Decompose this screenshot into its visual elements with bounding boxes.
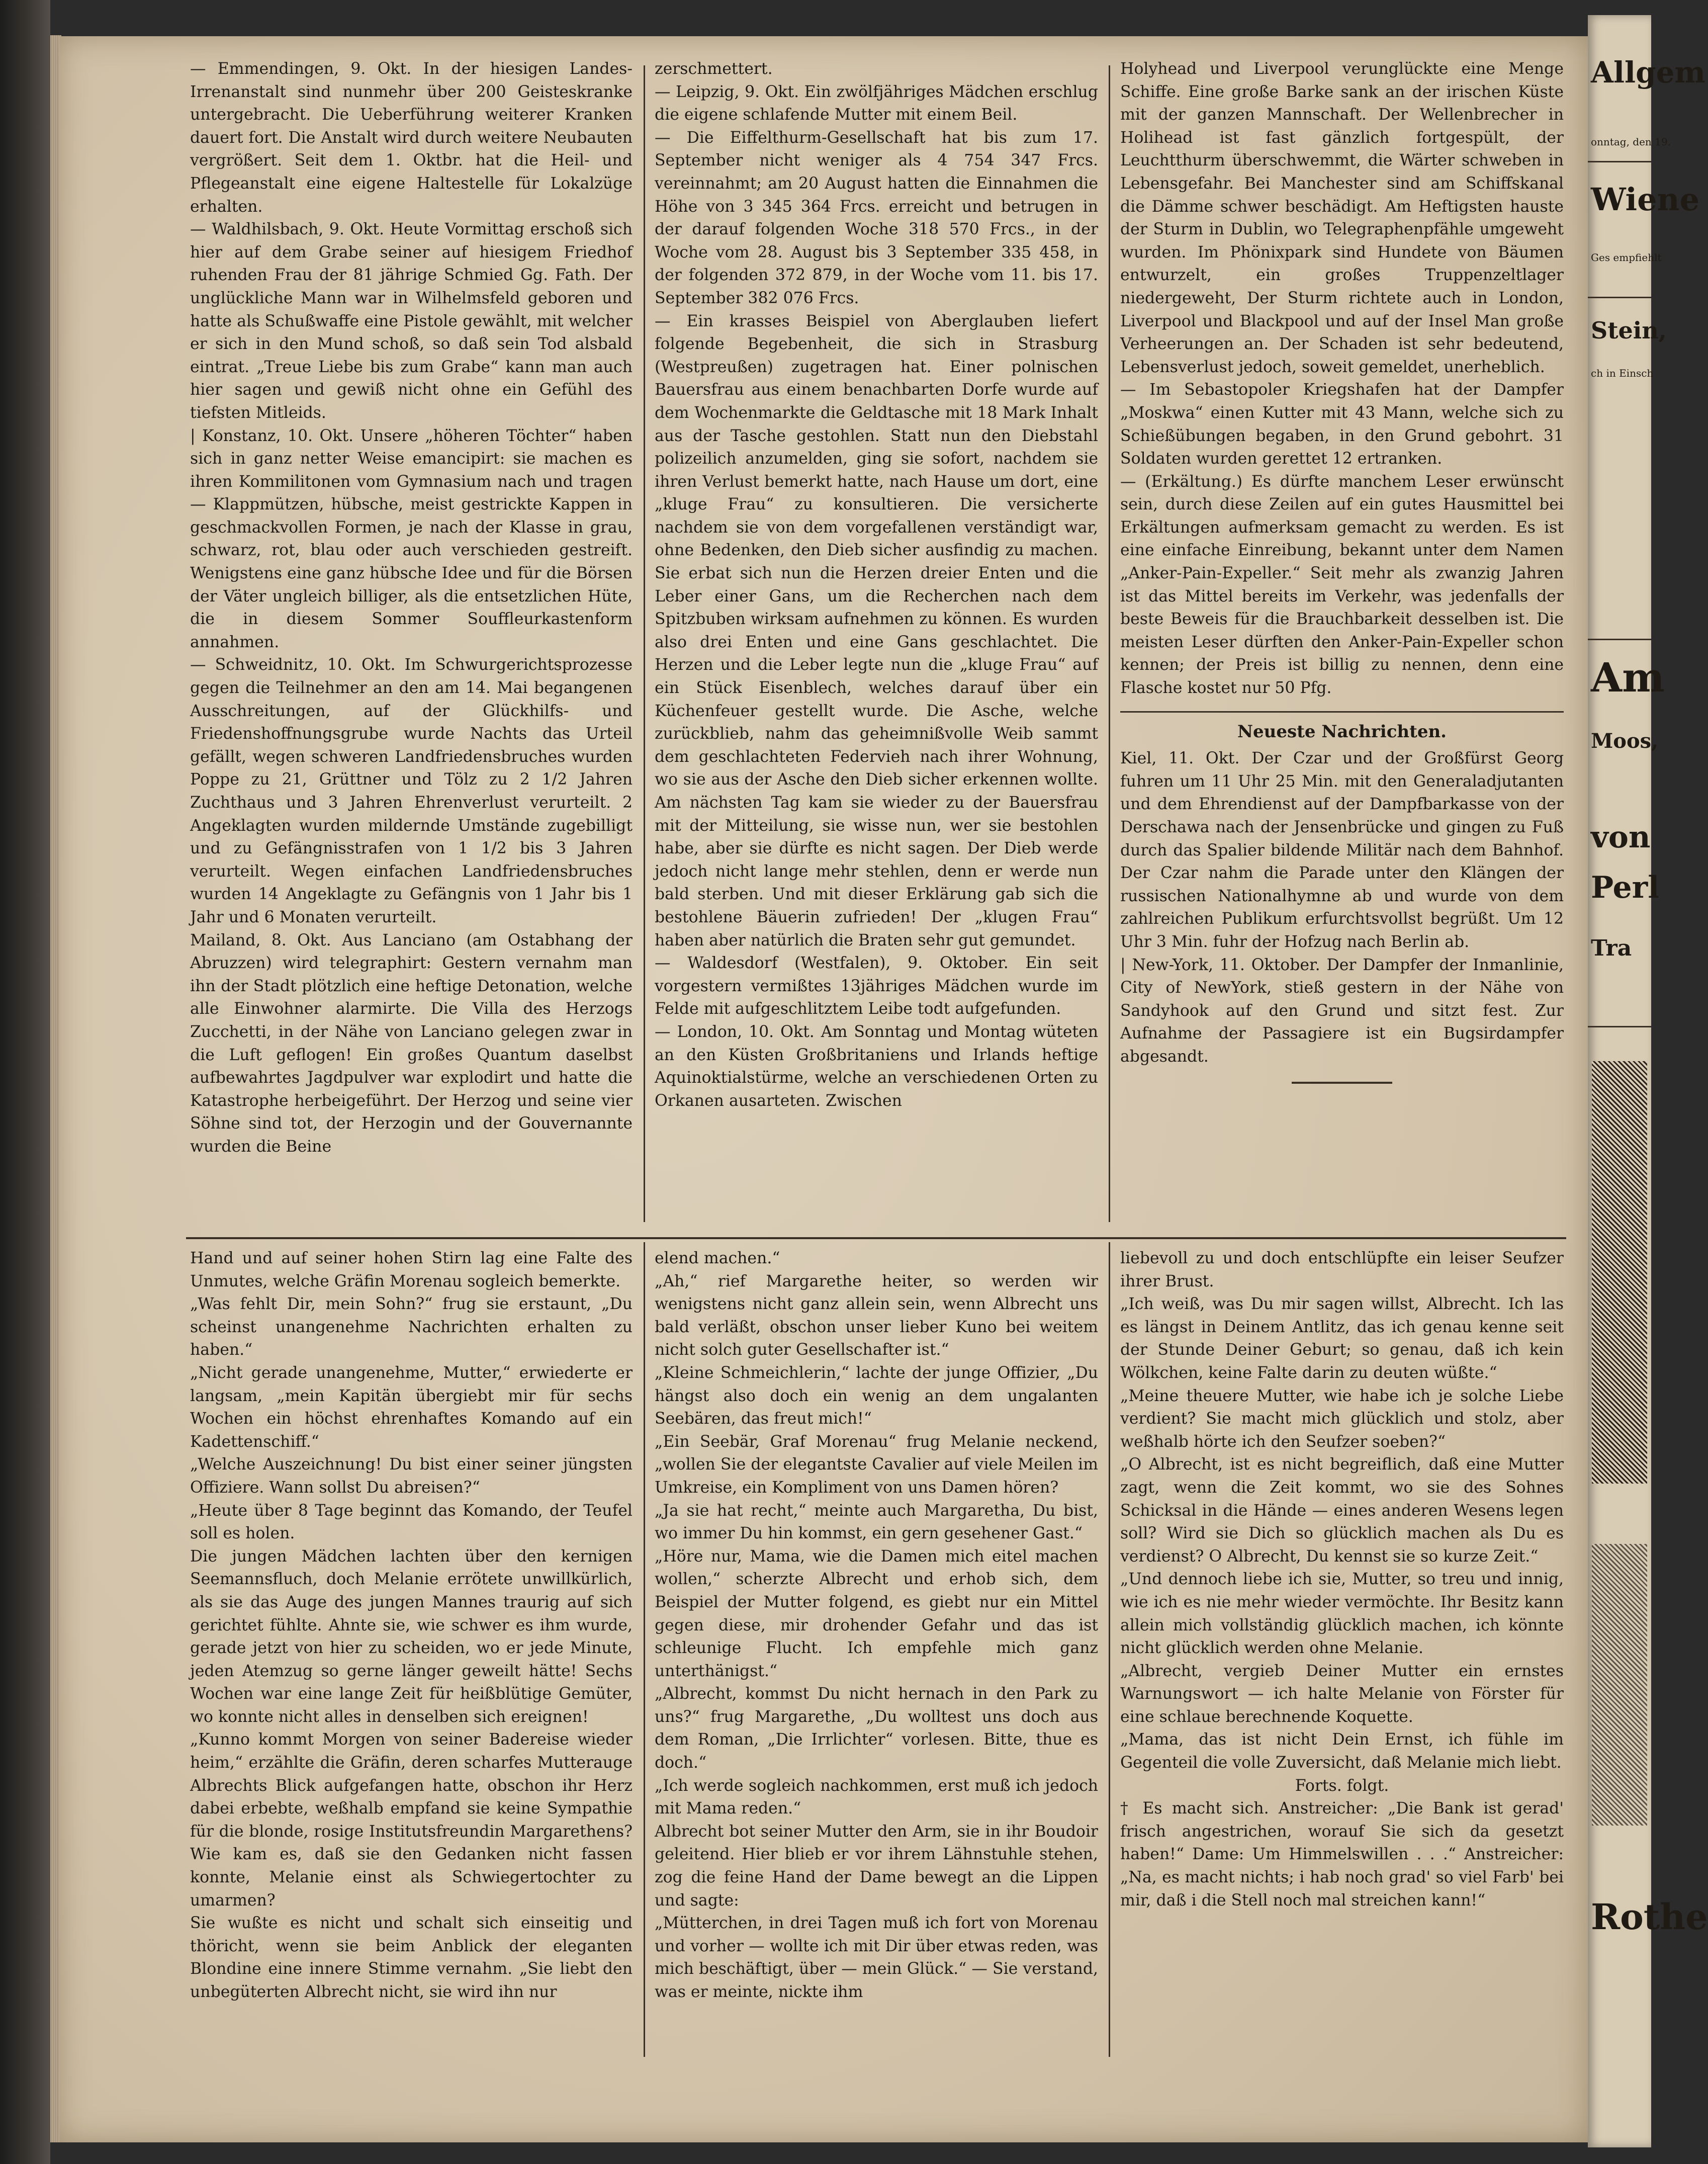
adjacent-dateline: onntag, den 19. — [1591, 136, 1671, 148]
adjacent-ad-heading: Stein, — [1591, 317, 1667, 344]
feuilleton-separator — [186, 1237, 1566, 1239]
article-continuation: zerschmettert. — [655, 60, 773, 78]
adjacent-ad-heading: Rothe — [1591, 1896, 1708, 1938]
adjacent-engraving — [1592, 1061, 1647, 1484]
paragraph: „Meine theuere Mutter, wie habe ich je solche Liebe verdient? Sie macht mich glücklich und stolz, aber weßhalb hörte ich den Seufzer soeben?“ — [1120, 1387, 1564, 1451]
adjacent-ad-text: Moos, — [1591, 729, 1659, 753]
column-divider — [1109, 1242, 1110, 2057]
paragraph: „Ah,“ rief Margarethe heiter, so werden wir wenigstens nicht ganz allein sein, wenn Albrecht uns bald verläßt, obschon unser lieber Kuno bei weitem nicht solch guter Gesellschafter ist.“ — [655, 1272, 1098, 1359]
adjacent-rule — [1588, 161, 1651, 162]
adjacent-ad-text: Tra — [1591, 935, 1632, 961]
adjacent-page — [1588, 15, 1708, 2147]
top-middle-column — [655, 58, 1098, 1112]
anecdote: † Es macht sich. Anstreicher: „Die Bank ist gerad' frisch angestrichen, worauf Sie sich da gesetzt haben!“ Dame: Um Himmelswillen . . .“ Anstreicher: „Na, es macht nichts; i hab noch grad' so viel Farb' bei mir, daß i die Stell noch mal streichen kann!“ — [1120, 1799, 1564, 1910]
article-eiffelturm: — Die Eiffelthurm-Gesellschaft hat bis zum 17. September nicht weniger als 4 754 347 Frcs. vereinnahmt; am 20 August hatten die Einnahmen die Höhe von 3 345 364 Frcs. erreicht und betrugen in der darauf folgenden Woche 318 570 Frcs., in der Woche vom 28. August bis 3 September 335 458, in der folgenden 372 879, in der Woche vom 11. bis 17. September 382 076 Frcs. — [655, 128, 1098, 307]
adjacent-ad-heading: Perl — [1591, 870, 1660, 905]
paragraph: elend machen.“ — [655, 1249, 780, 1267]
article-london: — London, 10. Okt. Am Sonntag und Montag wüteten an den Küsten Großbritaniens und Irlands heftige Aquinoktialstürme, welche an verschiedenen Orten zu Orkanen ausarteten. Zwischen — [655, 1022, 1098, 1110]
top-left-column — [190, 58, 633, 1159]
continued-note: Forts. folgt. — [1295, 1776, 1389, 1795]
feuilleton-right-column — [1120, 1247, 1564, 1912]
top-right-column — [1120, 58, 1564, 1084]
adjacent-ad-heading: Am — [1591, 654, 1665, 701]
adjacent-ad-heading: Wiene — [1591, 181, 1700, 218]
adjacent-ad-heading: von — [1591, 820, 1651, 855]
feuilleton-middle-column — [655, 1247, 1098, 2004]
paragraph: Sie wußte es nicht und schalt sich einseitig und thöricht, wenn sie beim Anblick der eleganten Blondine eine innere Stimme vernahm. „Sie liebt den unbegüterten Albrecht nicht, sie wird ihn nur — [190, 1914, 633, 2001]
feuilleton-left-column — [190, 1247, 633, 2004]
paragraph: Albrecht bot seiner Mutter den Arm, sie in ihr Boudoir geleitend. Hier blieb er vor ihrem Lähnstuhle stehen, zog die feine Hand der Dame bewegt an die Lippen und sagte: — [655, 1822, 1098, 1910]
paragraph: Die jungen Mädchen lachten über den kernigen Seemannsfluch, doch Melanie errötete unwillkürlich, als sie das Auge des jungen Mannes traurig auf sich gerichtet fühlte. Ahnte sie, wie schwer es ihm wurde, gerade jetzt von hier zu scheiden, wo er jede Minute, jeden Atemzug so gerne länger geweilt hätte! Sechs Wochen war eine lange Zeit für heißblütige Gemüter, wo konnte nicht alles in denselben sich ereignen! — [190, 1547, 633, 1726]
book-binding — [0, 0, 50, 2164]
article-waldesdorf: — Waldesdorf (Westfalen), 9. Oktober. Ein seit vorgestern vermißtes 13jähriges Mädchen wurde im Felde mit aufgeschlitztem Leibe todt aufgefunden. — [655, 954, 1098, 1018]
paragraph: „Höre nur, Mama, wie die Damen mich eitel machen wollen,“ scherzte Albrecht und erhob sich, dem Beispiel der Mutter folgend, es giebt nur ein Mittel gegen diese, mir drohender Gefahr und das ist schleunige Flucht. Ich empfehle mich ganz unterthänigst.“ — [655, 1547, 1098, 1680]
adjacent-ad-text: ch in Einsch — [1591, 367, 1654, 379]
paragraph: liebevoll zu und doch entschlüpfte ein leiser Seufzer ihrer Brust. — [1120, 1249, 1564, 1290]
paragraph: „Ein Seebär, Graf Morenau“ frug Melanie neckend, „wollen Sie der elegantste Cavalier auf viele Meilen im Umkreise, ein Kompliment von uns Damen hören? — [655, 1432, 1098, 1497]
paragraph: „Mütterchen, in drei Tagen muß ich fort von Morenau und vorher — wollte ich mit Dir über etwas reden, was mich beschäftigt, über — mein Glück.“ — Sie verstand, was er meinte, nickte ihm — [655, 1914, 1098, 2001]
article-aberglauben: — Ein krasses Beispiel von Aberglauben liefert folgende Begebenheit, die sich in Strasburg (Westpreußen) zugetragen hat. Einer polnischen Bauersfrau aus einem benachbarten Dorfe wurde auf dem Wochenmarkte die Geldtasche mit 18 Mark Inhalt aus der Tasche gestohlen. Statt nun den Diebstahl polizeilich anzumelden, ging sie sofort, nachdem sie ihren Verlust bemerkt hatte, nach Hause um dort, eine „kluge Frau“ zu konsultieren. Die versicherte nachdem sie von dem vorgefallenen verständigt war, ohne Bedenken, den Dieb sicher ausfindig zu machen. Sie erbat sich nun die Herzen dreier Enten und die Leber einer Gans, um die Recherchen nach dem Spitzbuben wirksam aufnehmen zu können. Es wurden also drei Enten und eine Gans geschlachtet. Die Herzen und die Leber legte nun die „kluge Frau“ auf ein Stück Eisenblech, welches darauf über ein Küchenfeuer gestellt wurde. Die Asche, welche zurückblieb, nahm das geheimnißvolle Weib sammt dem geschlachteten Federvieh nach ihrer Wohnung, wo sie aus der Asche den Dieb sicher erkennen wollte. Am nächsten Tag kam sie wieder zu der Bauersfrau mit der Mitteilung, sie wisse nun, wer sie bestohlen habe, aber sie dürfte es nicht sagen. Der Dieb werde jedoch nicht lange mehr stehlen, denn er werde nun bald sterben. Und mit dieser Erklärung gab sich die bestohlene Bäuerin zufrieden! Der „klugen Frau“ haben aber natürlich die Braten sehr gut gemundet. — [655, 312, 1098, 949]
column-divider — [1109, 65, 1110, 1222]
adjacent-rule — [1588, 1026, 1651, 1027]
paragraph: „Kleine Schmeichlerin,“ lachte der junge Offizier, „Du hängst also doch ein wenig an dem ungalanten Seebären, das freut mich!“ — [655, 1363, 1098, 1428]
paragraph: „Und dennoch liebe ich sie, Mutter, so treu und innig, wie ich es nie mehr wieder vermöchte. Ihr Besitz kann allein mich vollständig glücklich machen, ich könnte nicht glücklich werden ohne Melanie. — [1120, 1570, 1564, 1658]
paragraph: „Heute über 8 Tage beginnt das Komando, der Teufel soll es holen. — [190, 1501, 633, 1543]
paragraph: „Nicht gerade unangenehme, Mutter,“ erwiederte er langsam, „mein Kapitän übergiebt mir für sechs Wochen ein höchst ehrenhaftes Komando auf ein Kadettenschiff.“ — [190, 1363, 633, 1451]
article-emmendingen: — Emmendingen, 9. Okt. In der hiesigen Landes-Irrenanstalt sind nunmehr über 200 Geisteskranke untergebracht. Die Ueberführung weiterer Kranken dauert fort. Die Anstalt wird durch weitere Neubauten vergrößert. Seit dem 1. Oktbr. hat die Heil- und Pflegeanstalt eine eigene Haltestelle für Lokalzüge erhalten. — [190, 60, 633, 216]
end-rule — [1292, 1082, 1392, 1084]
adjacent-rule — [1588, 639, 1651, 640]
paragraph: „Welche Auszeichnung! Du bist einer seiner jüngsten Offiziere. Wann sollst Du abreisen?“ — [190, 1455, 633, 1497]
adjacent-ad-text: Ges empfiehlt — [1591, 251, 1662, 264]
article-konstanz: | Konstanz, 10. Okt. Unsere „höheren Töchter“ haben sich in ganz netter Weise emancipirt: sie machen es ihren Kommilitonen vom Gymnasium nach und tragen — Klappmützen, hübsche, meist gestrickte Kappen in geschmackvollen Formen, je nach der Klasse in grau, schwarz, rot, blau oder auch verschieden gestreift. Wenigstens eine ganz hübsche Idee und für die Börsen der Väter ungleich billiger, als die entsetzlichen Hüte, die in diesem Sommer Souffleurkastenform annahmen. — [190, 426, 633, 651]
article-mailand: Mailand, 8. Okt. Aus Lanciano (am Ostabhang der Abruzzen) wird telegraphirt: Gestern vernahm man ihn der Stadt plötzlich eine heftige Detonation, welche alle Einwohner alarmirte. Die Villa des Herzogs Zucchetti, in der Nähe von Lanciano gelegen zwar in die Luft geflogen! Ein großes Quantum daselbst aufbewahrtes Jagdpulver war explodirt und hatte die Katastrophe herbeigeführt. Der Herzog und seine vier Söhne sind tot, der Herzogin und der Gouvernannte wurden die Beine — [190, 931, 633, 1156]
article-kiel: Kiel, 11. Okt. Der Czar und der Großfürst Georg fuhren um 11 Uhr 25 Min. mit den Generaladjutanten und dem Ehrendienst auf der Dampfbarkasse von der Derschawa nach der Jensenbrücke und gingen zu Fuß durch das Spalier bildende Militär nach dem Bahnhof. Der Czar nahm die Parade unter den Klängen der russischen Nationalhymne ab und wurde von dem zahlreichen Publikum erfurchtsvollst begrüßt. Um 12 Uhr 3 Min. fuhr der Hofzug nach Berlin ab. — [1120, 749, 1564, 951]
paragraph: „Ja sie hat recht,“ meinte auch Margaretha, Du bist, wo immer Du hin kommst, ein gern gesehener Gast.“ — [655, 1501, 1098, 1543]
paragraph: „Albrecht, vergieb Deiner Mutter ein ernstes Warnungswort — ich halte Melanie von Förster für eine schlaue berechnende Koquette. — [1120, 1662, 1564, 1726]
article-waldhilsbach: — Waldhilsbach, 9. Okt. Heute Vormittag erschoß sich hier auf dem Grabe seiner auf hiesigem Friedhof ruhenden Frau der 81 jährige Schmied Gg. Fath. Der unglückliche Mann war in Wilhelmsfeld geboren und hatte als Schußwaffe eine Pistole gewählt, mit welcher er sich in den Mund schoß, so daß sein Tod alsbald eintrat. „Treue Liebe bis zum Grabe“ kann man auch hier sagen und gewiß nicht ohne ein Gefühl des tiefsten Mitleids. — [190, 220, 633, 422]
article-leipzig: — Leipzig, 9. Okt. Ein zwölfjähriges Mädchen erschlug die eigene schlafende Mutter mit einem Beil. — [655, 82, 1098, 124]
paragraph: „Kunno kommt Morgen von seiner Badereise wieder heim,“ erzählte die Gräfin, deren scharfes Mutterauge Albrechts Blick aufgefangen hatte, obschon ihr Herz dabei erbebte, weßhalb empfand sie keine Sympathie für die blonde, rosige Institutsfreundin Margarethens? Wie kam es, daß sie den Gedanken nicht fassen konnte, Melanie einst als Schwiegertochter zu umarmen? — [190, 1730, 633, 1910]
paragraph: Hand und auf seiner hohen Stirn lag eine Falte des Unmutes, welche Gräfin Morenau sogleich bemerkte. — [190, 1249, 633, 1290]
paragraph: „Ich werde sogleich nachkommen, erst muß ich jedoch mit Mama reden.“ — [655, 1776, 1098, 1818]
paragraph: „Was fehlt Dir, mein Sohn?“ frug sie erstaunt, „Du scheinst unangenehme Nachrichten erhalten zu haben.“ — [190, 1295, 633, 1359]
paragraph: „Ich weiß, was Du mir sagen willst, Albrecht. Ich las es längst in Deinem Antlitz, das ich genau kenne seit der Stunde Deiner Geburt; so genau, daß ich kein Wölkchen, keine Falte darin zu deuten wüßte.“ — [1120, 1295, 1564, 1382]
column-divider — [644, 1242, 645, 2057]
article-sebastopol: — Im Sebastopoler Kriegshafen hat der Dampfer „Moskwa“ einen Kutter mit 43 Mann, welche sich zu Schießübungen begaben, in den Grund gebohrt. 31 Soldaten wurden gerettet 12 ertranken. — [1120, 381, 1564, 468]
article-erkaeltung: — (Erkältung.) Es dürfte manchem Leser erwünscht sein, durch diese Zeilen auf ein gutes Hausmittel bei Erkältungen aufmerksam gemacht zu werden. Es ist eine einfache Einreibung, bekannt unter dem Namen „Anker-Pain-Expeller.“ Seit mehr als zwanzig Jahren ist das Mittel bereits im Verkehr, was jedenfalls der beste Beweis für die Brauchbarkeit desselben ist. Die meisten Leser dürften den Anker-Pain-Expeller schon kennen; der Preis ist billig zu nennen, denn eine Flasche kostet nur 50 Pfg. — [1120, 472, 1564, 698]
adjacent-engraving — [1592, 1544, 1647, 1826]
article-new-york: | New-York, 11. Oktober. Der Dampfer der Inmanlinie, City of NewYork, stieß gestern in der Nähe von Sandyhook auf den Grund und sitzt fest. Zur Aufnahme der Passagiere ist ein Bugsirdampfer abgesandt. — [1120, 956, 1564, 1066]
adjacent-rule — [1588, 297, 1651, 298]
adjacent-masthead: Allgem — [1591, 55, 1705, 90]
paragraph: „O Albrecht, ist es nicht begreiflich, daß eine Mutter zagt, wenn die Zeit kommt, wo sie des Sohnes Schicksal in die Hände — eines anderen Wesens legen soll? Wird sie Dich so glücklich machen als Du es verdienst? O Albrecht, Du kennst sie so kurze Zeit.“ — [1120, 1455, 1564, 1566]
column-divider — [644, 65, 645, 1222]
paragraph: „Albrecht, kommst Du nicht hernach in den Park zu uns?“ frug Margarethe, „Du wolltest uns doch aus dem Roman, „Die Irrlichter“ vorlesen. Bitte, thue es doch.“ — [655, 1685, 1098, 1772]
article-schweidnitz: — Schweidnitz, 10. Okt. Im Schwurgerichtsprozesse gegen die Teilnehmer an den am 14. Mai begangenen Ausschreitungen, auf der Glückhilfs- und Friedenshoffnungsgrube wurde Nachts das Urteil gefällt, wegen schweren Landfriedensbruches wurden Poppe zu 21, Grüttner und Tölz zu 2 1/2 Jahren Zuchthaus und 3 Jahren Ehrenverlust verurteilt. 2 Angeklagten wurden mildernde Umstände zugebilligt und zu Gefängnisstrafen von 1 1/2 bis 3 Jahren verurteilt. Wegen einfachen Landfriedensbruches wurden 14 Angeklagte zu Gefängnis von 1 Jahr bis 1 Jahr und 6 Monaten verurteilt. — [190, 656, 633, 926]
latest-news-heading: Neueste Nachrichten. — [1237, 721, 1447, 742]
section-divider — [1120, 711, 1564, 713]
article-storm: Holyhead und Liverpool verunglückte eine Menge Schiffe. Eine große Barke sank an der irischen Küste mit der ganzen Mannschaft. Der Wellenbrecher in Holihead ist fast gänzlich fortgespült, der Leuchtthurm überschwemmt, die Wärter schweben in Lebensgefahr. Bei Manchester sind am Schiffskanal die Dämme schwer beschädigt. Am Heftigsten hauste der Sturm in Dublin, wo Telegraphenpfähle umgeweht wurden. Im Phönixpark sind Hundete von Bäumen entwurzelt, ein großes Truppenzeltlager niedergeweht, Der Sturm richtete auch in London, Liverpool und Blackpool und auf der Insel Man große Verheerungen an. Der Schaden ist sehr bedeutend, Lebensverlust jedoch, soweit gemeldet, unerheblich. — [1120, 60, 1564, 376]
paragraph: „Mama, das ist nicht Dein Ernst, ich fühle im Gegenteil die volle Zuversicht, daß Melanie mich liebt. — [1120, 1730, 1564, 1772]
